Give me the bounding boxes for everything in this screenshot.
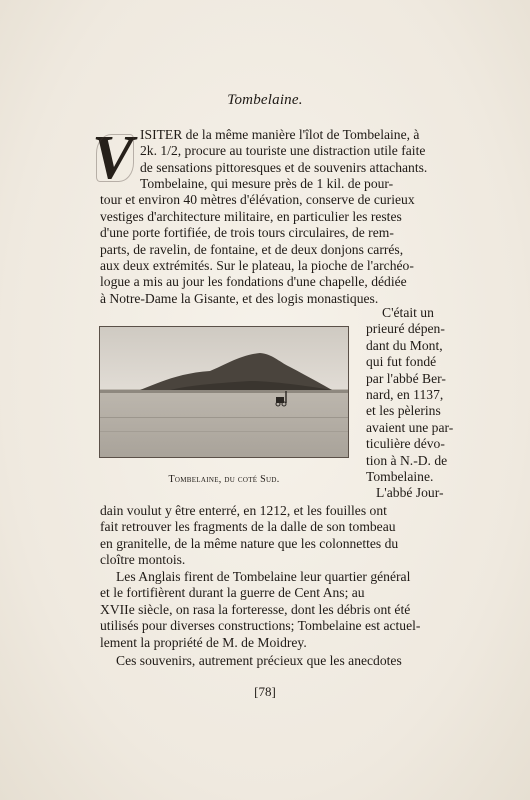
photo-illustration	[100, 327, 348, 457]
text-line: XVIIe siècle, on rasa la forteresse, dont les débris ont été	[100, 601, 411, 617]
text-line: lement la propriété de M. de Moidrey.	[100, 634, 307, 650]
text-line: prieuré dépen-	[366, 321, 445, 337]
text-line: et les pèlerins	[366, 403, 441, 419]
text-line: vestiges d'architecture militaire, en particulier les restes	[100, 208, 402, 224]
page-title: Tombelaine.	[227, 92, 303, 108]
text-line: Ces souvenirs, autrement précieux que les anecdotes	[116, 653, 402, 668]
text-line: Tombelaine, qui mesure près de 1 kil. de pour-	[140, 176, 394, 191]
text-line: Les Anglais firent de Tombelaine leur quartier général	[116, 569, 411, 584]
text-line: d'une porte fortifiée, de trois tours circulaires, de rem-	[100, 225, 394, 241]
text-line: parts, de ravelin, de fontaine, et de deux donjons carrés,	[100, 241, 404, 257]
text-line: dant du Mont,	[366, 337, 443, 353]
paragraph-english	[100, 569, 470, 651]
paragraph-side	[366, 305, 472, 502]
text-line: utilisés pour diverses constructions; Tombelaine est actuel-	[100, 618, 421, 634]
text-line: à Notre-Dame la Gisante, et des logis monastiques.	[100, 290, 379, 306]
text-line: tion à N.-D. de	[366, 452, 448, 468]
text-line: de sensations pittoresques et de souvenirs attachants.	[140, 159, 428, 175]
paragraph-intro	[100, 127, 470, 176]
drop-cap: V	[92, 128, 138, 188]
text-line: fait retrouver les fragments de la dalle de son tombeau	[100, 519, 396, 535]
paragraph-abbot	[100, 503, 470, 569]
text-line: 2k. 1/2, procure au touriste une distraction utile faite	[140, 143, 426, 159]
text-line: et le fortifièrent durant la guerre de Cent Ans; au	[100, 585, 365, 601]
text-line: en granitelle, de la même nature que les colonnettes du	[100, 535, 399, 551]
text-line: ISITER de la même manière l'îlot de Tombelaine, à	[140, 127, 420, 142]
text-line: nard, en 1137,	[366, 386, 444, 402]
text-line: dain voulut y être enterré, en 1212, et les fouilles ont	[100, 503, 387, 518]
text-line: par l'abbé Ber-	[366, 370, 446, 386]
figure-photo-tombelaine	[99, 326, 349, 458]
text-line: qui fut fondé	[366, 354, 437, 370]
text-line: cloître montois.	[100, 552, 186, 568]
text-line: C'était un	[382, 305, 434, 320]
paragraph-souvenirs	[100, 653, 470, 669]
text-line: L'abbé Jour-	[376, 485, 444, 501]
text-line: ticulière dévo-	[366, 436, 445, 452]
page-number: [78]	[254, 684, 276, 699]
text-line: Tombelaine.	[366, 468, 434, 484]
figure-caption: Tombelaine, du coté Sud.	[168, 474, 280, 485]
text-line: tour et environ 40 mètres d'élévation, conserve de curieux	[100, 192, 415, 208]
text-line: avaient une par-	[366, 419, 454, 435]
text-line: logue a mis au jour les fondations d'une chapelle, dédiée	[100, 274, 407, 290]
paragraph-description	[100, 176, 470, 307]
text-line: aux deux extrémités. Sur le plateau, la pioche de l'archéo-	[100, 257, 414, 273]
